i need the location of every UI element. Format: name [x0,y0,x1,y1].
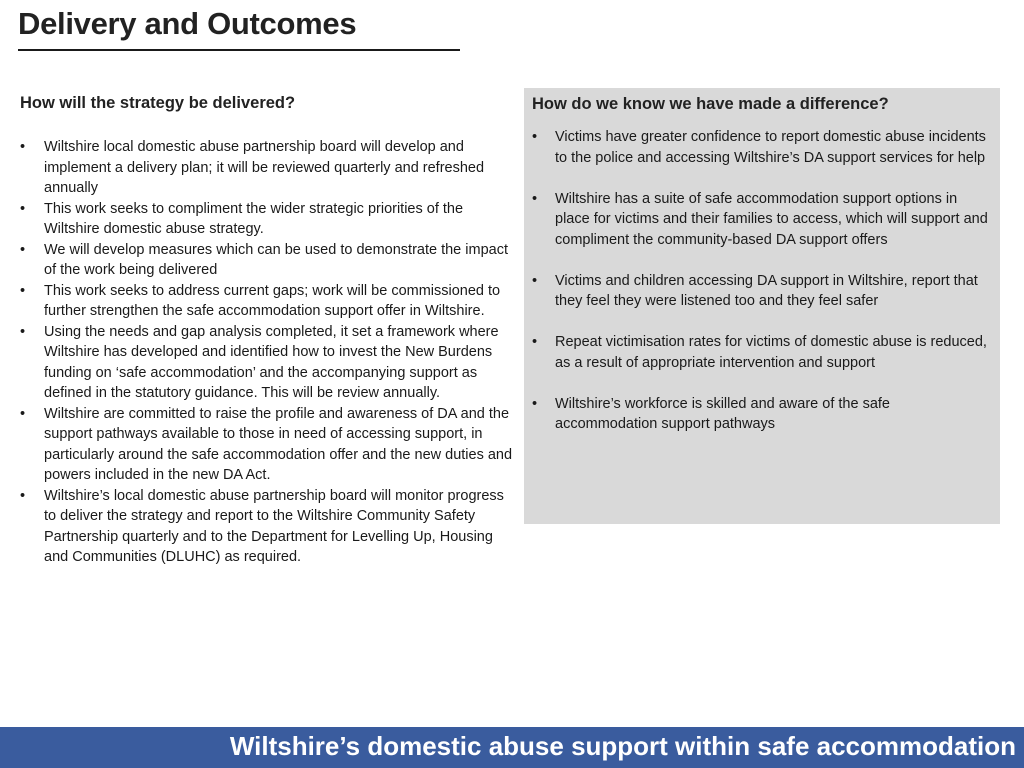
delivery-list [20,137,520,568]
list-item: • Victims and children accessing DA support in Wiltshire, report that they feel they were listened too and they feel safer [532,271,992,312]
footer-title: Wiltshire’s domestic abuse support within safe accommodation [229,731,1016,761]
list-item: • Using the needs and gap analysis completed, it set a framework where Wiltshire has developed and identified how to invest the New Burdens funding on ‘safe accommodation’ and the accompanying support as defined in the statutory guidance. This will be review annually. [20,322,520,404]
list-item: • Victims have greater confidence to report domestic abuse incidents to the police and accessing Wiltshire’s DA support services for help [532,127,992,168]
outcomes-list [532,127,992,435]
list-item: • Wiltshire’s workforce is skilled and aware of the safe accommodation support pathways [532,394,992,435]
delivery-heading: How will the strategy be delivered? [20,94,296,112]
list-item: • This work seeks to address current gaps; work will be commissioned to further strengthen the safe accommodation support offer in Wiltshire. [20,281,520,322]
list-item: • This work seeks to compliment the wider strategic priorities of the Wiltshire domestic abuse strategy. [20,199,520,240]
list-item: • Wiltshire has a suite of safe accommodation support options in place for victims and their families to access, which will support and compliment the community-based DA support offers [532,189,992,251]
list-item: • We will develop measures which can be used to demonstrate the impact of the work being delivered [20,240,520,281]
footer-banner [0,727,1024,768]
outcomes-heading: How do we know we have made a difference? [532,95,889,113]
title-underline [18,49,460,51]
list-item: • Wiltshire are committed to raise the profile and awareness of DA and the support pathways available to those in need of accessing support, in particularly around the safe accommodation offer and the new duties and powers included in the new DA Act. [20,404,520,486]
list-item: • Wiltshire local domestic abuse partnership board will develop and implement a delivery plan; it will be reviewed quarterly and refreshed annually [20,137,520,199]
outcomes-box [524,88,1000,524]
page-title: Delivery and Outcomes [18,6,357,41]
list-item: • Repeat victimisation rates for victims of domestic abuse is reduced, as a result of appropriate intervention and support [532,332,992,373]
delivery-section [20,92,520,568]
list-item: • Wiltshire’s local domestic abuse partnership board will monitor progress to deliver the strategy and report to the Wiltshire Community Safety Partnership quarterly and to the Department for Levelling Up, Housing and Communities (DLUHC) as required. [20,486,520,568]
